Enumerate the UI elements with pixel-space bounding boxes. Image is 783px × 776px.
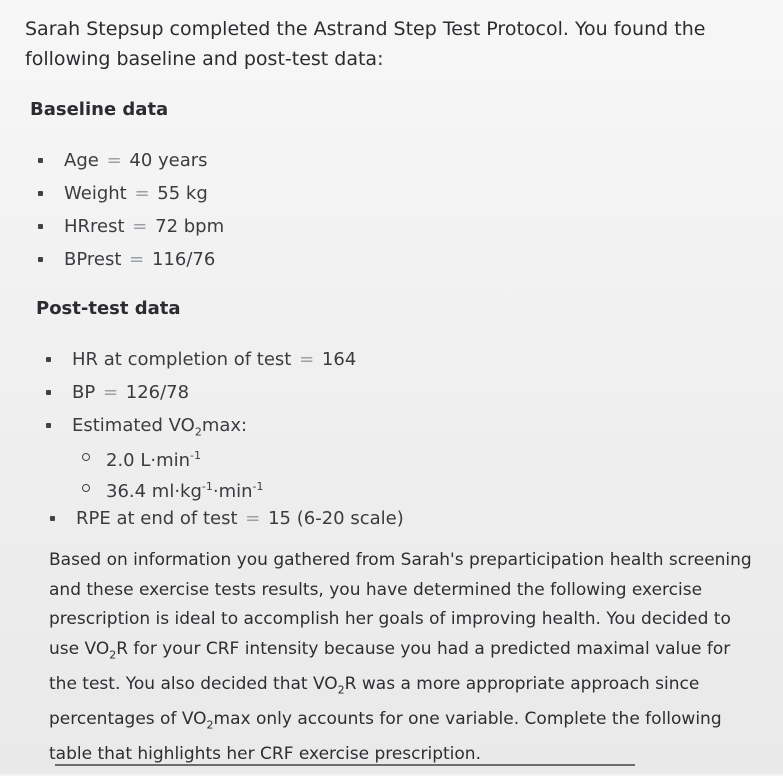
- circle-bullet-icon: [82, 453, 90, 461]
- bullet-icon: [50, 516, 55, 521]
- bullet-icon: [38, 158, 43, 163]
- rpe-list: [42, 502, 404, 535]
- baseline-list: [30, 144, 224, 276]
- posttest-list: [38, 343, 356, 442]
- bullet-icon: [46, 390, 51, 395]
- bullet-icon: [46, 423, 51, 428]
- vo2-sublist: [38, 440, 264, 502]
- list-item: BPrest = 116/76: [30, 243, 224, 276]
- list-item: Weight = 55 kg: [30, 177, 224, 210]
- list-item: Age = 40 years: [30, 144, 224, 177]
- posttest-title: Post-test data: [36, 298, 181, 319]
- list-item: RPE at end of test = 15 (6-20 scale): [42, 502, 404, 535]
- list-item: HRrest = 72 bpm: [30, 210, 224, 243]
- list-item: HR at completion of test = 164: [38, 343, 356, 376]
- list-item: 2.0 $L\cdot\min^{-1}$: [38, 440, 264, 471]
- circle-bullet-icon: [82, 484, 90, 492]
- prescription-paragraph: Based on information you gathered from Sarah's preparticipation health screening and these exercise tests results, you have determined the following exercise prescription is ideal to accomplish her goals of improving health. You decided to use $VO_2R$ for your CRF intensity because you had a predicted maximal value for the test. You also decided that $VO_2R$ was a more appropriate approach since percentages of $VO_2\max$ only accounts for one variable. Complete the following table that highlights her CRF exercise prescription.: [49, 550, 752, 765]
- bullet-icon: [38, 191, 43, 196]
- intro-text: Sarah Stepsup completed the Astrand Step Test Protocol. You found the following baseline and post-test data:: [25, 18, 706, 70]
- list-item: 36.4 $ml\cdot kg^{-1}\cdot\min^{-1}$: [38, 471, 264, 502]
- list-item: BP = 126/78: [38, 376, 356, 409]
- list-item: Estimated $VO_2\max$:: [38, 409, 356, 442]
- bullet-icon: [46, 357, 51, 362]
- bullet-icon: [38, 224, 43, 229]
- bullet-icon: [38, 257, 43, 262]
- baseline-title: Baseline data: [30, 99, 169, 120]
- table-top-edge: [55, 764, 635, 776]
